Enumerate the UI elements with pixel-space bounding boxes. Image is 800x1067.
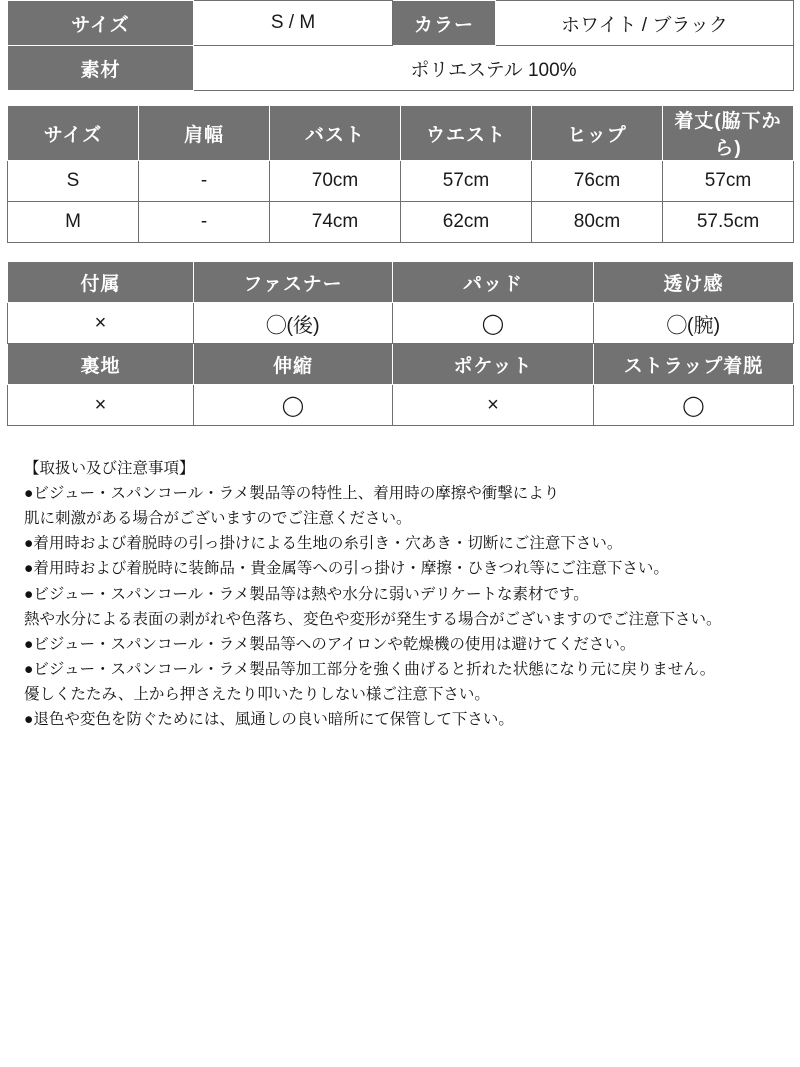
attr-header: 裏地 bbox=[8, 344, 194, 385]
table-row bbox=[8, 161, 794, 202]
table-row bbox=[8, 46, 794, 91]
size-col-header: ウエスト bbox=[401, 106, 532, 161]
care-note-line: ●ビジュー・スパンコール・ラメ製品等へのアイロンや乾燥機の使用は避けてください。 bbox=[24, 635, 636, 653]
attr-value: ◯(腕) bbox=[594, 303, 794, 344]
size-col-header: 着丈(脇下から) bbox=[663, 106, 794, 161]
size-cell: M bbox=[8, 202, 139, 243]
size-cell: 70cm bbox=[270, 161, 401, 202]
spec-value-size: S / M bbox=[194, 1, 393, 46]
attr-header: 透け感 bbox=[594, 262, 794, 303]
care-note-line: 優しくたたみ、上から押さえたり叩いたりしない様ご注意下さい。 bbox=[24, 685, 490, 703]
size-table-wrap bbox=[0, 105, 800, 243]
table-header-row bbox=[8, 106, 794, 161]
spec-value-material: ポリエステル 100% bbox=[194, 46, 794, 91]
attr-value: ◯(後) bbox=[194, 303, 393, 344]
care-note-line: ●ビジュー・スパンコール・ラメ製品等は熱や水分に弱いデリケートな素材です。 bbox=[24, 585, 589, 603]
care-note-line: 熱や水分による表面の剥がれや色落ち、変色や変形が発生する場合がございますのでご注意下さい。 bbox=[24, 610, 722, 628]
size-col-header: ヒップ bbox=[532, 106, 663, 161]
size-col-header: サイズ bbox=[8, 106, 139, 161]
table-header-row bbox=[8, 344, 794, 385]
size-cell: 76cm bbox=[532, 161, 663, 202]
attr-value: ◯ bbox=[194, 385, 393, 426]
attr-header: ファスナー bbox=[194, 262, 393, 303]
attribute-table bbox=[7, 261, 794, 426]
attr-value: × bbox=[393, 385, 594, 426]
size-cell: - bbox=[139, 202, 270, 243]
size-cell: 57cm bbox=[663, 161, 794, 202]
spec-label-size: サイズ bbox=[8, 1, 194, 46]
size-col-header: 肩幅 bbox=[139, 106, 270, 161]
attr-header: 伸縮 bbox=[194, 344, 393, 385]
care-notes bbox=[0, 426, 800, 732]
table-row bbox=[8, 385, 794, 426]
care-note-line: ●ビジュー・スパンコール・ラメ製品等の特性上、着用時の摩擦や衝撃により bbox=[24, 485, 560, 503]
attr-value: × bbox=[8, 303, 194, 344]
spec-value-color: ホワイト / ブラック bbox=[496, 1, 794, 46]
care-note-line: ●退色や変色を防ぐためには、風通しの良い暗所にて保管して下さい。 bbox=[24, 711, 514, 729]
attr-value: ◯ bbox=[393, 303, 594, 344]
size-cell: 57cm bbox=[401, 161, 532, 202]
size-cell: S bbox=[8, 161, 139, 202]
attr-table-wrap bbox=[0, 261, 800, 426]
size-table bbox=[7, 105, 794, 243]
spec-label-color: カラー bbox=[393, 1, 496, 46]
size-cell: - bbox=[139, 161, 270, 202]
care-note-line: ●着用時および着脱時に装飾品・貴金属等への引っ掛け・摩擦・ひきつれ等にご注意下さい。 bbox=[24, 560, 669, 578]
spacer bbox=[0, 91, 800, 105]
size-col-header: バスト bbox=[270, 106, 401, 161]
table-row bbox=[8, 1, 794, 46]
care-note-line: ●ビジュー・スパンコール・ラメ製品等加工部分を強く曲げると折れた状態になり元に戻りません。 bbox=[24, 660, 716, 678]
spec-table-wrap bbox=[0, 0, 800, 91]
attr-header: パッド bbox=[393, 262, 594, 303]
attr-header: ストラップ着脱 bbox=[594, 344, 794, 385]
care-note-line: ●着用時および着脱時の引っ掛けによる生地の糸引き・穴あき・切断にご注意下さい。 bbox=[24, 535, 623, 553]
table-row bbox=[8, 303, 794, 344]
size-cell: 57.5cm bbox=[663, 202, 794, 243]
care-note-line: 肌に刺激がある場合がございますのでご注意ください。 bbox=[24, 510, 412, 528]
table-row bbox=[8, 202, 794, 243]
size-cell: 74cm bbox=[270, 202, 401, 243]
spec-label-material: 素材 bbox=[8, 46, 194, 91]
size-cell: 80cm bbox=[532, 202, 663, 243]
spacer bbox=[0, 243, 800, 261]
attr-value: ◯ bbox=[594, 385, 794, 426]
attr-value: × bbox=[8, 385, 194, 426]
care-notes-title: 【取扱い及び注意事項】 bbox=[24, 460, 195, 477]
attr-header: 付属 bbox=[8, 262, 194, 303]
attr-header: ポケット bbox=[393, 344, 594, 385]
size-cell: 62cm bbox=[401, 202, 532, 243]
table-header-row bbox=[8, 262, 794, 303]
spec-table bbox=[7, 0, 794, 91]
